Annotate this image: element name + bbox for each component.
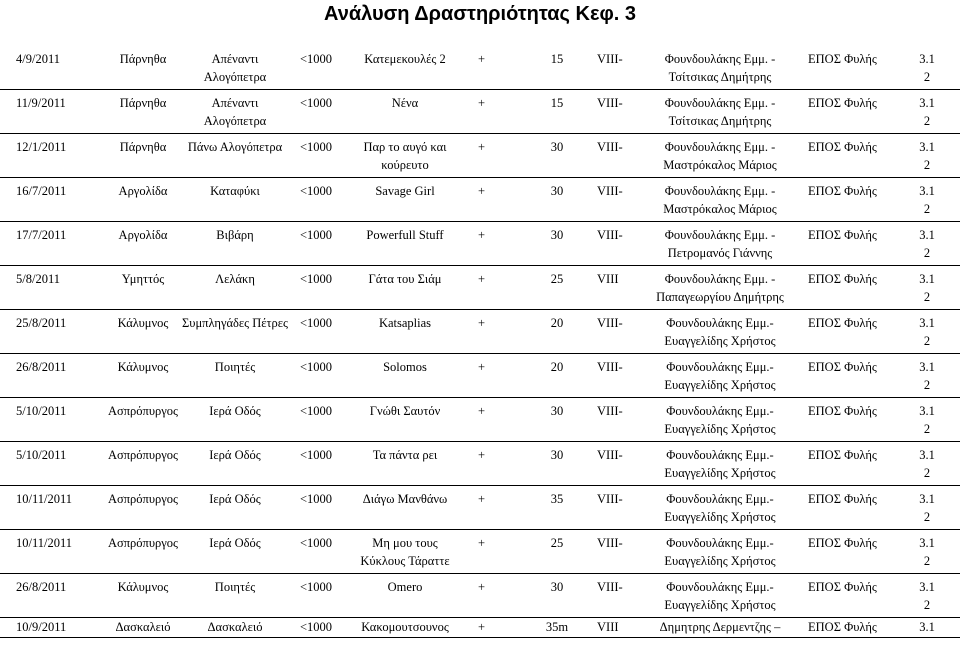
length-cell: 20 (550, 360, 564, 374)
climbers-cell: Φουνδουλάκης Εμμ. - Μαστρόκαλος Μάριος (663, 140, 777, 172)
altitude-cell: <1000 (300, 620, 333, 634)
sign-cell: + (478, 580, 486, 594)
route-name-cell: Powerfull Stuff (366, 228, 444, 242)
area-cell: Δασκαλειό (115, 620, 171, 634)
grade-cell: VIII (597, 272, 619, 286)
table-row (0, 530, 960, 574)
date-cell: 5/8/2011 (16, 272, 60, 286)
area-cell: Κάλυμνος (117, 360, 169, 374)
table-row (0, 486, 960, 530)
date-cell: 11/9/2011 (16, 96, 66, 110)
altitude-cell: <1000 (300, 580, 333, 594)
length-cell: 30 (550, 448, 564, 462)
route-cell: Ποιητές (214, 360, 256, 374)
sign-cell: + (478, 228, 486, 242)
length-cell: 30 (550, 184, 564, 198)
route-name-cell: Διάγω Μανθάνω (362, 492, 448, 506)
club-cell: ΕΠΟΣ Φυλής (808, 316, 877, 330)
altitude-cell: <1000 (300, 448, 333, 462)
reference-cell: 3.1 2 (919, 536, 935, 568)
route-cell: Συμπληγάδες Πέτρες (182, 316, 288, 330)
grade-cell: VIII (597, 620, 619, 634)
climbers-cell: Φουνδουλάκης Εμμ.- Ευαγγελίδης Χρήστος (664, 360, 776, 392)
table-row (0, 90, 960, 134)
altitude-cell: <1000 (300, 96, 333, 110)
altitude-cell: <1000 (300, 360, 333, 374)
club-cell: ΕΠΟΣ Φυλής (808, 448, 877, 462)
route-name-cell: Γνώθι Σαυτόν (369, 404, 441, 418)
club-cell: ΕΠΟΣ Φυλής (808, 96, 877, 110)
area-cell: Ασπρόπυργος (107, 448, 179, 462)
table-row (0, 398, 960, 442)
climbers-cell: Φουνδουλάκης Εμμ. - Τσίτσικας Δημήτρης (664, 96, 776, 128)
length-cell: 35m (545, 620, 569, 634)
area-cell: Αργολίδα (118, 228, 168, 242)
sign-cell: + (478, 184, 486, 198)
length-cell: 25 (550, 536, 564, 550)
grade-cell: VIII- (597, 492, 623, 506)
altitude-cell: <1000 (300, 52, 333, 66)
climbers-cell: Φουνδουλάκης Εμμ.- Ευαγγελίδης Χρήστος (664, 492, 776, 524)
route-cell: Ιερά Οδός (209, 404, 261, 418)
grade-cell: VIII- (597, 404, 623, 418)
area-cell: Ασπρόπυργος (107, 404, 179, 418)
climbers-cell: Δημητρης Δερμεντζης – (659, 620, 781, 634)
sign-cell: + (478, 272, 486, 286)
route-cell: Πάνω Αλογόπετρα (187, 140, 283, 154)
table-row (0, 442, 960, 486)
date-cell: 4/9/2011 (16, 52, 60, 66)
table-row (0, 178, 960, 222)
route-name-cell: Κακομουτσουνος (361, 620, 449, 634)
climbers-cell: Φουνδουλάκης Εμμ.- Ευαγγελίδης Χρήστος (664, 448, 776, 480)
area-cell: Κάλυμνος (117, 316, 169, 330)
reference-cell: 3.1 (919, 620, 935, 634)
area-cell: Πάρνηθα (119, 140, 167, 154)
route-name-cell: Νένα (391, 96, 419, 110)
club-cell: ΕΠΟΣ Φυλής (808, 360, 877, 374)
reference-cell: 3.1 2 (919, 492, 935, 524)
reference-cell: 3.1 2 (919, 448, 935, 480)
sign-cell: + (478, 52, 486, 66)
route-cell: Καταφύκι (210, 184, 260, 198)
date-cell: 12/1/2011 (16, 140, 67, 154)
climbers-cell: Φουνδουλάκης Εμμ.- Ευαγγελίδης Χρήστος (664, 536, 776, 568)
table-row (0, 354, 960, 398)
climbers-cell: Φουνδουλάκης Εμμ.- Ευαγγελίδης Χρήστος (664, 316, 776, 348)
grade-cell: VIII- (597, 448, 623, 462)
route-cell: Δασκαλειό (207, 620, 263, 634)
grade-cell: VIII- (597, 184, 623, 198)
reference-cell: 3.1 2 (919, 96, 935, 128)
altitude-cell: <1000 (300, 140, 333, 154)
altitude-cell: <1000 (300, 492, 333, 506)
altitude-cell: <1000 (300, 536, 333, 550)
sign-cell: + (478, 96, 486, 110)
sign-cell: + (478, 404, 486, 418)
area-cell: Ασπρόπυργος (107, 492, 179, 506)
reference-cell: 3.1 2 (919, 360, 935, 392)
sign-cell: + (478, 140, 486, 154)
club-cell: ΕΠΟΣ Φυλής (808, 536, 877, 550)
length-cell: 30 (550, 140, 564, 154)
area-cell: Κάλυμνος (117, 580, 169, 594)
length-cell: 20 (550, 316, 564, 330)
climbers-cell: Φουνδουλάκης Εμμ.- Ευαγγελίδης Χρήστος (664, 580, 776, 612)
length-cell: 25 (550, 272, 564, 286)
reference-cell: 3.1 2 (919, 272, 935, 304)
route-name-cell: Παρ το αυγό και κούρευτο (363, 140, 447, 172)
date-cell: 16/7/2011 (16, 184, 67, 198)
date-cell: 5/10/2011 (16, 448, 67, 462)
route-name-cell: Γάτα του Σιάμ (368, 272, 442, 286)
reference-cell: 3.1 2 (919, 184, 935, 216)
club-cell: ΕΠΟΣ Φυλής (808, 272, 877, 286)
length-cell: 30 (550, 580, 564, 594)
area-cell: Υμηττός (121, 272, 165, 286)
altitude-cell: <1000 (300, 228, 333, 242)
club-cell: ΕΠΟΣ Φυλής (808, 620, 877, 634)
club-cell: ΕΠΟΣ Φυλής (808, 228, 877, 242)
grade-cell: VIII- (597, 96, 623, 110)
reference-cell: 3.1 2 (919, 580, 935, 612)
route-name-cell: Savage Girl (375, 184, 435, 198)
area-cell: Πάρνηθα (119, 52, 167, 66)
climbers-cell: Φουνδουλάκης Εμμ. - Πετρομανός Γιάννης (664, 228, 776, 260)
club-cell: ΕΠΟΣ Φυλής (808, 140, 877, 154)
date-cell: 10/9/2011 (16, 620, 67, 634)
table-row (0, 310, 960, 354)
route-name-cell: Τα πάντα ρει (372, 448, 438, 462)
reference-cell: 3.1 2 (919, 140, 935, 172)
date-cell: 10/11/2011 (16, 536, 73, 550)
date-cell: 5/10/2011 (16, 404, 67, 418)
climbers-cell: Φουνδουλάκης Εμμ. - Μαστρόκαλος Μάριος (663, 184, 777, 216)
altitude-cell: <1000 (300, 404, 333, 418)
club-cell: ΕΠΟΣ Φυλής (808, 492, 877, 506)
sign-cell: + (478, 448, 486, 462)
grade-cell: VIII- (597, 580, 623, 594)
grade-cell: VIII- (597, 360, 623, 374)
route-cell: Απέναντι Αλογόπετρα (203, 96, 267, 128)
table-row (0, 618, 960, 638)
route-name-cell: Katsaplias (378, 316, 432, 330)
reference-cell: 3.1 2 (919, 52, 935, 84)
route-name-cell: Κατεμεκουλές 2 (364, 52, 446, 66)
grade-cell: VIII- (597, 316, 623, 330)
route-name-cell: Omero (387, 580, 423, 594)
length-cell: 30 (550, 404, 564, 418)
area-cell: Αργολίδα (118, 184, 168, 198)
date-cell: 26/8/2011 (16, 580, 67, 594)
table-row (0, 46, 960, 90)
club-cell: ΕΠΟΣ Φυλής (808, 404, 877, 418)
table-row (0, 222, 960, 266)
route-cell: Λελάκη (215, 272, 255, 286)
page-title: Ανάλυση Δραστηριότητας Κεφ. 3 (324, 3, 636, 25)
length-cell: 15 (550, 52, 564, 66)
length-cell: 15 (550, 96, 564, 110)
reference-cell: 3.1 2 (919, 228, 935, 260)
sign-cell: + (478, 620, 486, 634)
climbers-cell: Φουνδουλάκης Εμμ. - Παπαγεωργίου Δημήτρης (656, 272, 784, 304)
date-cell: 26/8/2011 (16, 360, 67, 374)
area-cell: Ασπρόπυργος (107, 536, 179, 550)
route-cell: Ιερά Οδός (209, 536, 261, 550)
route-cell: Ποιητές (214, 580, 256, 594)
date-cell: 25/8/2011 (16, 316, 67, 330)
altitude-cell: <1000 (300, 316, 333, 330)
route-cell: Βιβάρη (216, 228, 254, 242)
altitude-cell: <1000 (300, 272, 333, 286)
date-cell: 17/7/2011 (16, 228, 67, 242)
climbers-cell: Φουνδουλάκης Εμμ. - Τσίτσικας Δημήτρης (664, 52, 776, 84)
club-cell: ΕΠΟΣ Φυλής (808, 52, 877, 66)
area-cell: Πάρνηθα (119, 96, 167, 110)
route-name-cell: Μη μου τους Κύκλους Τάραττε (360, 536, 450, 568)
sign-cell: + (478, 492, 486, 506)
route-cell: Απέναντι Αλογόπετρα (203, 52, 267, 84)
length-cell: 35 (550, 492, 564, 506)
club-cell: ΕΠΟΣ Φυλής (808, 580, 877, 594)
route-name-cell: Solomos (383, 360, 427, 374)
route-cell: Ιερά Οδός (209, 492, 261, 506)
grade-cell: VIII- (597, 228, 623, 242)
date-cell: 10/11/2011 (16, 492, 73, 506)
sign-cell: + (478, 316, 486, 330)
grade-cell: VIII- (597, 140, 623, 154)
grade-cell: VIII- (597, 536, 623, 550)
table-row (0, 574, 960, 618)
reference-cell: 3.1 2 (919, 404, 935, 436)
table-row (0, 266, 960, 310)
length-cell: 30 (550, 228, 564, 242)
altitude-cell: <1000 (300, 184, 333, 198)
club-cell: ΕΠΟΣ Φυλής (808, 184, 877, 198)
reference-cell: 3.1 2 (919, 316, 935, 348)
sign-cell: + (478, 360, 486, 374)
table-row (0, 134, 960, 178)
route-cell: Ιερά Οδός (209, 448, 261, 462)
grade-cell: VIII- (597, 52, 623, 66)
climbers-cell: Φουνδουλάκης Εμμ.- Ευαγγελίδης Χρήστος (664, 404, 776, 436)
sign-cell: + (478, 536, 486, 550)
